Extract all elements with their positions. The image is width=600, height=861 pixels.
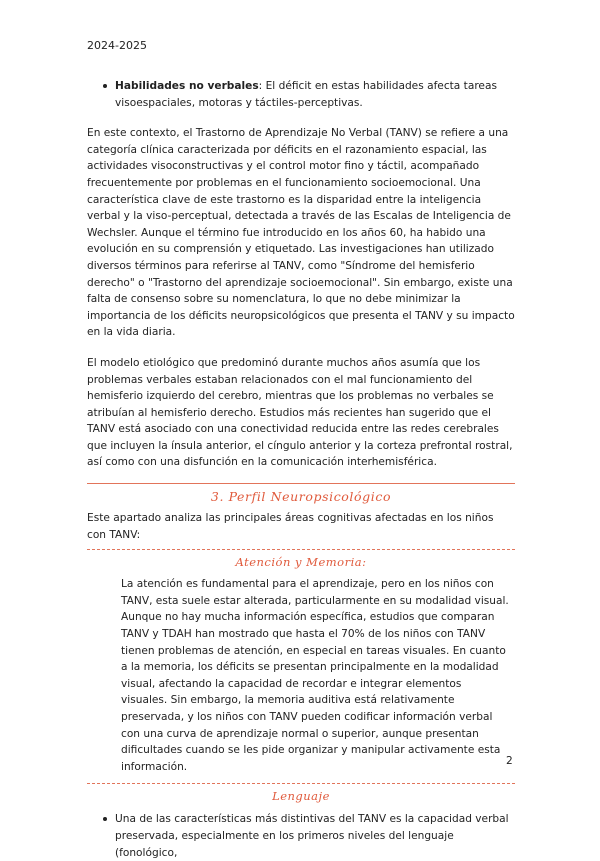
subsection-title-attention: Atención y Memoria: bbox=[235, 555, 367, 570]
paragraph-context: En este contexto, el Trastorno de Aprendizaje No Verbal (TANV) se refiere a una categoría clínica caracterizada por déficits en el razonamiento espacial, las actividades visoconstructivas y el control motor fino y táctil, acompañado frecuentemente por problemas en el funcionamiento socioemocional. Una característica clave de este trastorno es la disparidad entre la inteligencia verbal y la viso-perceptual, detectada a través de las Escalas de Inteligencia de Wechsler. Aunque el término fue introducido en los años 60, ha habido una evolución en su comprensión y etiquetado. Las investigaciones han utilizado diversos términos para referirse al TANV, como "Síndrome del hemisferio derecho" o "Trastorno del aprendizaje socioemocional". Sin embargo, existe una falta de consenso sobre su nomenclatura, lo que no debe minimizar la importancia de los déficits neuropsicológicos que presenta el TANV y su impacto en la vida diaria. bbox=[87, 127, 515, 339]
bullet-term: Habilidades no verbales bbox=[115, 80, 259, 92]
page-number: 2 bbox=[506, 755, 513, 767]
header-year: 2024-2025 bbox=[87, 39, 147, 52]
section-title: 3. Perfil Neuropsicológico bbox=[210, 489, 392, 505]
subsection-divider-language bbox=[87, 783, 515, 784]
bullet-text: : El déficit en estas habilidades afecta tareas visoespaciales, motoras y táctiles-perceptivas. bbox=[115, 80, 497, 109]
page-content bbox=[87, 78, 515, 861]
bullet-dot bbox=[103, 84, 107, 88]
bullet-paragraph bbox=[115, 78, 515, 111]
language-bullet-text: Una de las características más distintivas del TANV es la capacidad verbal preservada, especialmente en los primeros niveles del lenguaje (fonológico, bbox=[115, 813, 509, 859]
bullet-item-habilidades bbox=[87, 78, 515, 111]
subsection-title-language: Lenguaje bbox=[272, 789, 330, 804]
subsection-divider-attention bbox=[87, 549, 515, 550]
attention-paragraph: La atención es fundamental para el aprendizaje, pero en los niños con TANV, esta suele estar alterada, particularmente en su modalidad visual. Aunque no hay mucha información específica, estudios que comparan TANV y TDAH han mostrado que hasta el 70% de los niños con TANV tienen problemas de atención, en especial en tareas visuales. En cuanto a la memoria, los déficits se presentan principalmente en la modalidad visual, afectando la capacidad de recordar e integrar elementos visuales. Sin embargo, la memoria auditiva está relativamente preservada, y los niños con TANV pueden codificar información verbal con una curva de aprendizaje normal o superior, aunque presentan dificultades cuando se les pide organizar y manipular activamente esta información. bbox=[121, 578, 509, 773]
bullet-dot bbox=[103, 817, 107, 821]
section-divider bbox=[87, 483, 515, 484]
section-intro: Este apartado analiza las principales áreas cognitivas afectadas en los niños con TANV: bbox=[87, 512, 494, 541]
bullet-item-language bbox=[87, 811, 515, 861]
paragraph-etiology: El modelo etiológico que predominó durante muchos años asumía que los problemas verbales estaban relacionados con el mal funcionamiento del hemisferio izquierdo del cerebro, mientras que los problemas no verbales se atribuían al hemisferio derecho. Estudios más recientes han sugerido que el TANV está asociado con una conectividad reducida entre las redes cerebrales que incluyen la ínsula anterior, el cíngulo anterior y la corteza prefrontal rostral, así como con una disfunción en la comunicación interhemisférica. bbox=[87, 356, 513, 469]
